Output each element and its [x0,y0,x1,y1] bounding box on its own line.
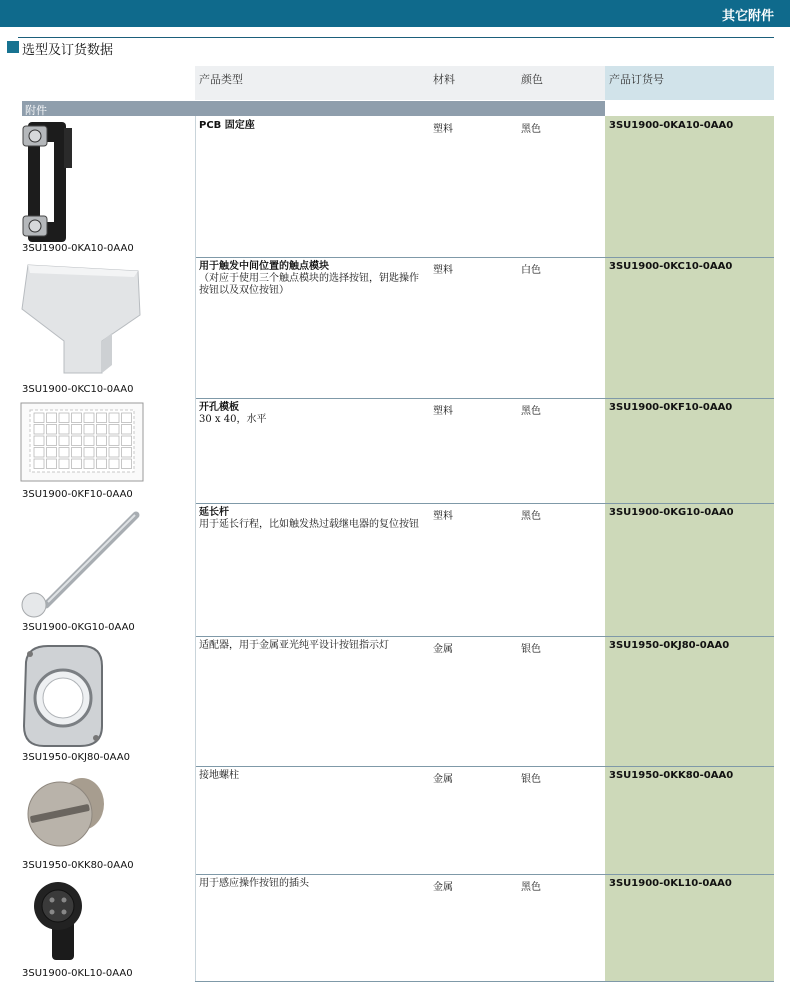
product-name: 开孔模板 [199,402,239,413]
extension-rod-image [18,505,144,619]
image-caption: 3SU1900-0KC10-0AA0 [22,384,134,395]
row-material: 金属 [433,882,453,893]
table-row [0,398,790,503]
row-divider [195,636,196,766]
row-color: 黑色 [521,124,541,135]
table-row [0,874,790,982]
row-desc [199,120,427,132]
row-order-number[interactable]: 3SU1900-0KL10-0AA0 [609,878,732,889]
pcb-holder-image [18,120,78,244]
image-caption: 3SU1900-0KL10-0AA0 [22,968,133,979]
product-name: 延长杆 [199,507,229,518]
row-color: 黑色 [521,882,541,893]
row-separator [195,398,774,399]
product-detail: （对应于使用三个触点模块的选择按钮，钥匙操作按钮以及双位按钮） [199,273,419,296]
row-separator [195,257,774,258]
col-header-color: 颜色 [521,73,543,86]
col-header-type: 产品类型 [199,73,243,86]
row-order-number[interactable]: 3SU1900-0KF10-0AA0 [609,402,733,413]
table-header-bg [195,66,605,100]
contact-actuator-image [18,261,144,381]
row-order-number[interactable]: 3SU1950-0KK80-0AA0 [609,770,734,781]
product-detail: 接地螺柱 [199,770,239,781]
row-order-number[interactable]: 3SU1900-0KC10-0AA0 [609,261,733,272]
row-material: 金属 [433,774,453,785]
row-separator [195,503,774,504]
row-material: 塑料 [433,124,453,135]
drilling-template-image [20,402,144,482]
row-color: 黑色 [521,406,541,417]
image-caption: 3SU1900-0KG10-0AA0 [22,622,135,633]
image-caption: 3SU1900-0KF10-0AA0 [22,489,133,500]
row-divider [195,398,196,503]
section-title: 选型及订货数据 [22,43,114,58]
product-name: 用于触发中间位置的触点模块 [199,261,329,272]
row-material: 塑料 [433,265,453,276]
table-row [0,503,790,636]
row-order-number[interactable]: 3SU1900-0KG10-0AA0 [609,507,734,518]
adapter-image [18,642,108,750]
product-detail: 30 x 40，水平 [199,414,267,425]
image-caption: 3SU1900-0KA10-0AA0 [22,243,134,254]
row-divider [195,257,196,398]
row-desc [199,507,427,531]
section-marker [7,41,19,53]
row-divider [195,874,196,982]
table-row [0,257,790,398]
row-desc [199,770,427,782]
row-divider [195,116,196,257]
image-caption: 3SU1950-0KK80-0AA0 [22,860,134,871]
header-rule [18,37,774,38]
row-color: 银色 [521,644,541,655]
row-material: 金属 [433,644,453,655]
table-row [0,636,790,766]
row-separator [195,636,774,637]
image-caption: 3SU1950-0KJ80-0AA0 [22,752,130,763]
table-row [0,766,790,874]
connector-plug-image [30,878,102,964]
row-separator [195,766,774,767]
product-detail: 用于延长行程，比如触发热过载继电器的复位按钮 [199,519,419,530]
grounding-stud-image [24,774,108,850]
row-material: 塑料 [433,511,453,522]
row-desc [199,402,427,426]
product-detail: 适配器，用于金属亚光纯平设计按钮指示灯 [199,640,389,651]
col-header-order: 产品订货号 [609,73,664,86]
subheader-bar [22,101,605,116]
row-desc [199,878,427,890]
page-title: 其它附件 [721,9,774,24]
row-color: 黑色 [521,511,541,522]
row-divider [195,766,196,874]
row-color: 银色 [521,774,541,785]
row-order-number[interactable]: 3SU1900-0KA10-0AA0 [609,120,734,131]
row-desc [199,261,427,297]
col-header-material: 材料 [433,73,455,86]
row-divider [195,503,196,636]
row-order-number[interactable]: 3SU1950-0KJ80-0AA0 [609,640,730,651]
table-bottom-rule [195,981,774,982]
product-name: PCB 固定座 [199,120,255,131]
product-detail: 用于感应操作按钮的插头 [199,878,309,889]
row-separator [195,874,774,875]
row-material: 塑料 [433,406,453,417]
header-bar [0,0,790,27]
table-row [0,116,790,257]
row-desc [199,640,427,652]
subheader-label: 附件 [25,104,47,117]
row-color: 白色 [521,265,541,276]
